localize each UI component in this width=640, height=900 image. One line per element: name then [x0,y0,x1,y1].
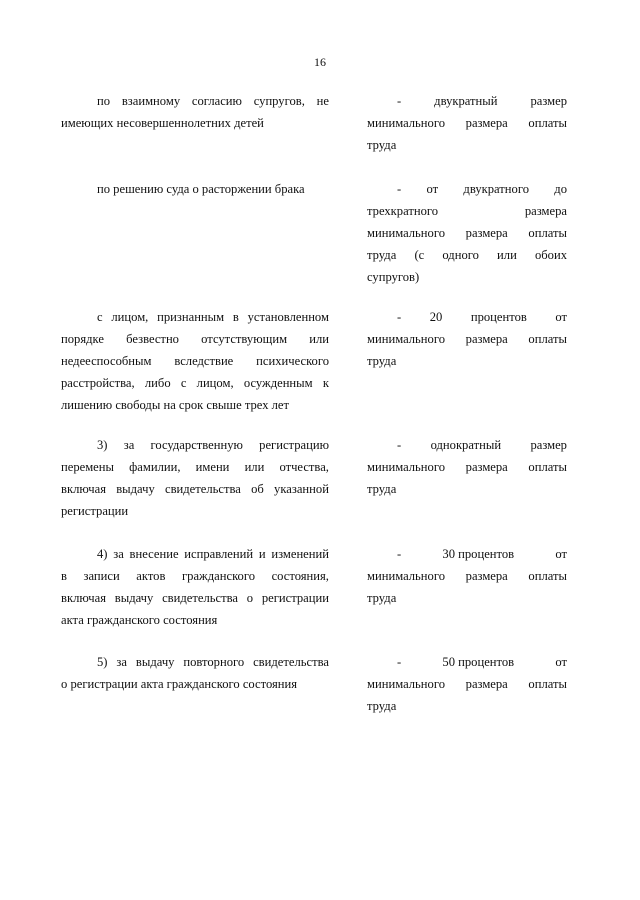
description-line [97,306,329,328]
word: размера [465,332,508,346]
word: вследствие [174,354,234,368]
word: одного [442,248,479,262]
fee-line: труда [367,138,397,152]
description-line: регистрации [61,504,129,518]
word: минимального [367,460,445,474]
word: оплаты [528,677,567,691]
word: имени [195,460,230,474]
word: выдачу [135,655,175,669]
fee-line [367,673,567,695]
description-line [61,478,329,500]
word: в [61,569,67,583]
fee-line [367,565,567,587]
description-line [61,565,329,587]
dash-marker: - [397,94,402,108]
word: минимального [367,116,445,130]
word: от [555,310,567,324]
word: трехкратного [367,204,439,218]
word: двукратного [463,182,529,196]
word: оплаты [528,460,567,474]
dash-marker: - [397,310,402,324]
word: с [97,310,103,324]
fee-line [367,328,567,350]
description-line [61,372,329,394]
word: от [555,655,567,669]
description-line: по решению суда о расторжении брака [97,182,305,196]
word: отчества, [279,460,329,474]
description-line: акта гражданского состояния [61,613,218,627]
word: двукратный [434,94,498,108]
description-line [61,456,329,478]
word: расстройства, [61,376,135,390]
word: к [322,376,329,390]
word: или [497,248,517,262]
word: размера [465,226,508,240]
word: включая [61,591,106,605]
word: размера [524,204,567,218]
word: изменений [271,547,329,561]
fee-line [367,200,567,222]
word: осужденным [243,376,313,390]
word: размер [530,438,567,452]
word: размера [465,116,508,130]
word: перемены [61,460,114,474]
word: об [251,482,264,496]
description-line [97,434,329,456]
word: размера [465,677,508,691]
fee-line [397,651,567,673]
word: от [555,547,567,561]
word: включая [61,482,106,496]
word: труда [367,248,397,262]
word: согласию [191,94,242,108]
word: гражданского [181,569,255,583]
word: свидетельства [165,482,241,496]
description-line [97,90,329,112]
description-line: имеющих несовершеннолетних детей [61,116,264,130]
word: свидетельства [253,655,329,669]
fee-line [367,244,567,266]
fee-line: труда [367,482,397,496]
word: или [244,460,265,474]
description-line [61,350,329,372]
description-line: о регистрации акта гражданского состояния [61,677,298,691]
word: не [316,94,329,108]
word: или [309,332,329,346]
word: за [116,655,127,669]
word: лицом, [196,376,234,390]
word: отсутствующим [201,332,288,346]
word: взаимному [121,94,181,108]
word: за [123,438,135,452]
word: от [426,182,439,196]
fee-line: труда [367,591,397,605]
fee-line: труда [367,354,397,368]
word: за [113,547,124,561]
word: минимального [367,677,445,691]
word: 4) [97,547,108,561]
word: состояния, [271,569,329,583]
word: размер [530,94,567,108]
word: супругов, [253,94,305,108]
word: до [554,182,567,196]
word: лицом, [111,310,149,324]
word: 30 процентов [442,547,515,561]
fee-line: труда [367,699,397,713]
fee-line [397,178,567,200]
word: минимального [367,569,445,583]
word: актов [136,569,166,583]
word: установленном [247,310,329,324]
description-line: лишению свободы на срок свыше трех лет [61,398,290,412]
word: о [246,591,254,605]
word: недееспособным [61,354,152,368]
fee-line [367,112,567,134]
word: государственную [150,438,243,452]
word: регистрацию [259,438,329,452]
word: по [97,94,111,108]
word: выдачу [116,482,155,496]
word: либо [144,376,171,390]
description-line [97,543,329,565]
description-line [97,651,329,673]
word: безвестно [126,332,179,346]
word: процентов [470,310,527,324]
word: признанным [157,310,225,324]
fee-line [367,456,567,478]
fee-line [397,543,567,565]
fee-line [397,90,567,112]
word: минимального [367,332,445,346]
word: с [180,376,187,390]
word: записи [83,569,120,583]
word: оплаты [528,116,567,130]
word: регистрации [261,591,329,605]
word: исправлений [184,547,254,561]
dash-marker: - [397,547,402,561]
word: обоих [534,248,567,262]
fee-line [397,434,567,456]
dash-marker: - [397,438,402,452]
word: минимального [367,226,445,240]
description-line [61,587,329,609]
page-number: 16 [314,55,326,69]
word: 20 [429,310,443,324]
word: 5) [97,655,108,669]
description-line [61,328,329,350]
word: и [258,547,266,561]
word: (с [414,248,425,262]
word: 50 процентов [442,655,515,669]
word: психического [256,354,329,368]
word: фамилии, [129,460,181,474]
word: указанной [274,482,329,496]
word: однократный [430,438,502,452]
fee-line [397,306,567,328]
word: размера [465,569,508,583]
fee-line: супругов) [367,270,420,284]
dash-marker: - [397,182,402,196]
word: размера [465,460,508,474]
word: в [232,310,239,324]
word: внесение [129,547,179,561]
fee-line [367,222,567,244]
word: 3) [97,438,108,452]
word: выдачу [114,591,154,605]
word: оплаты [528,332,567,346]
word: оплаты [528,226,567,240]
word: повторного [183,655,245,669]
word: порядке [61,332,104,346]
dash-marker: - [397,655,402,669]
word: свидетельства [162,591,238,605]
word: оплаты [528,569,567,583]
